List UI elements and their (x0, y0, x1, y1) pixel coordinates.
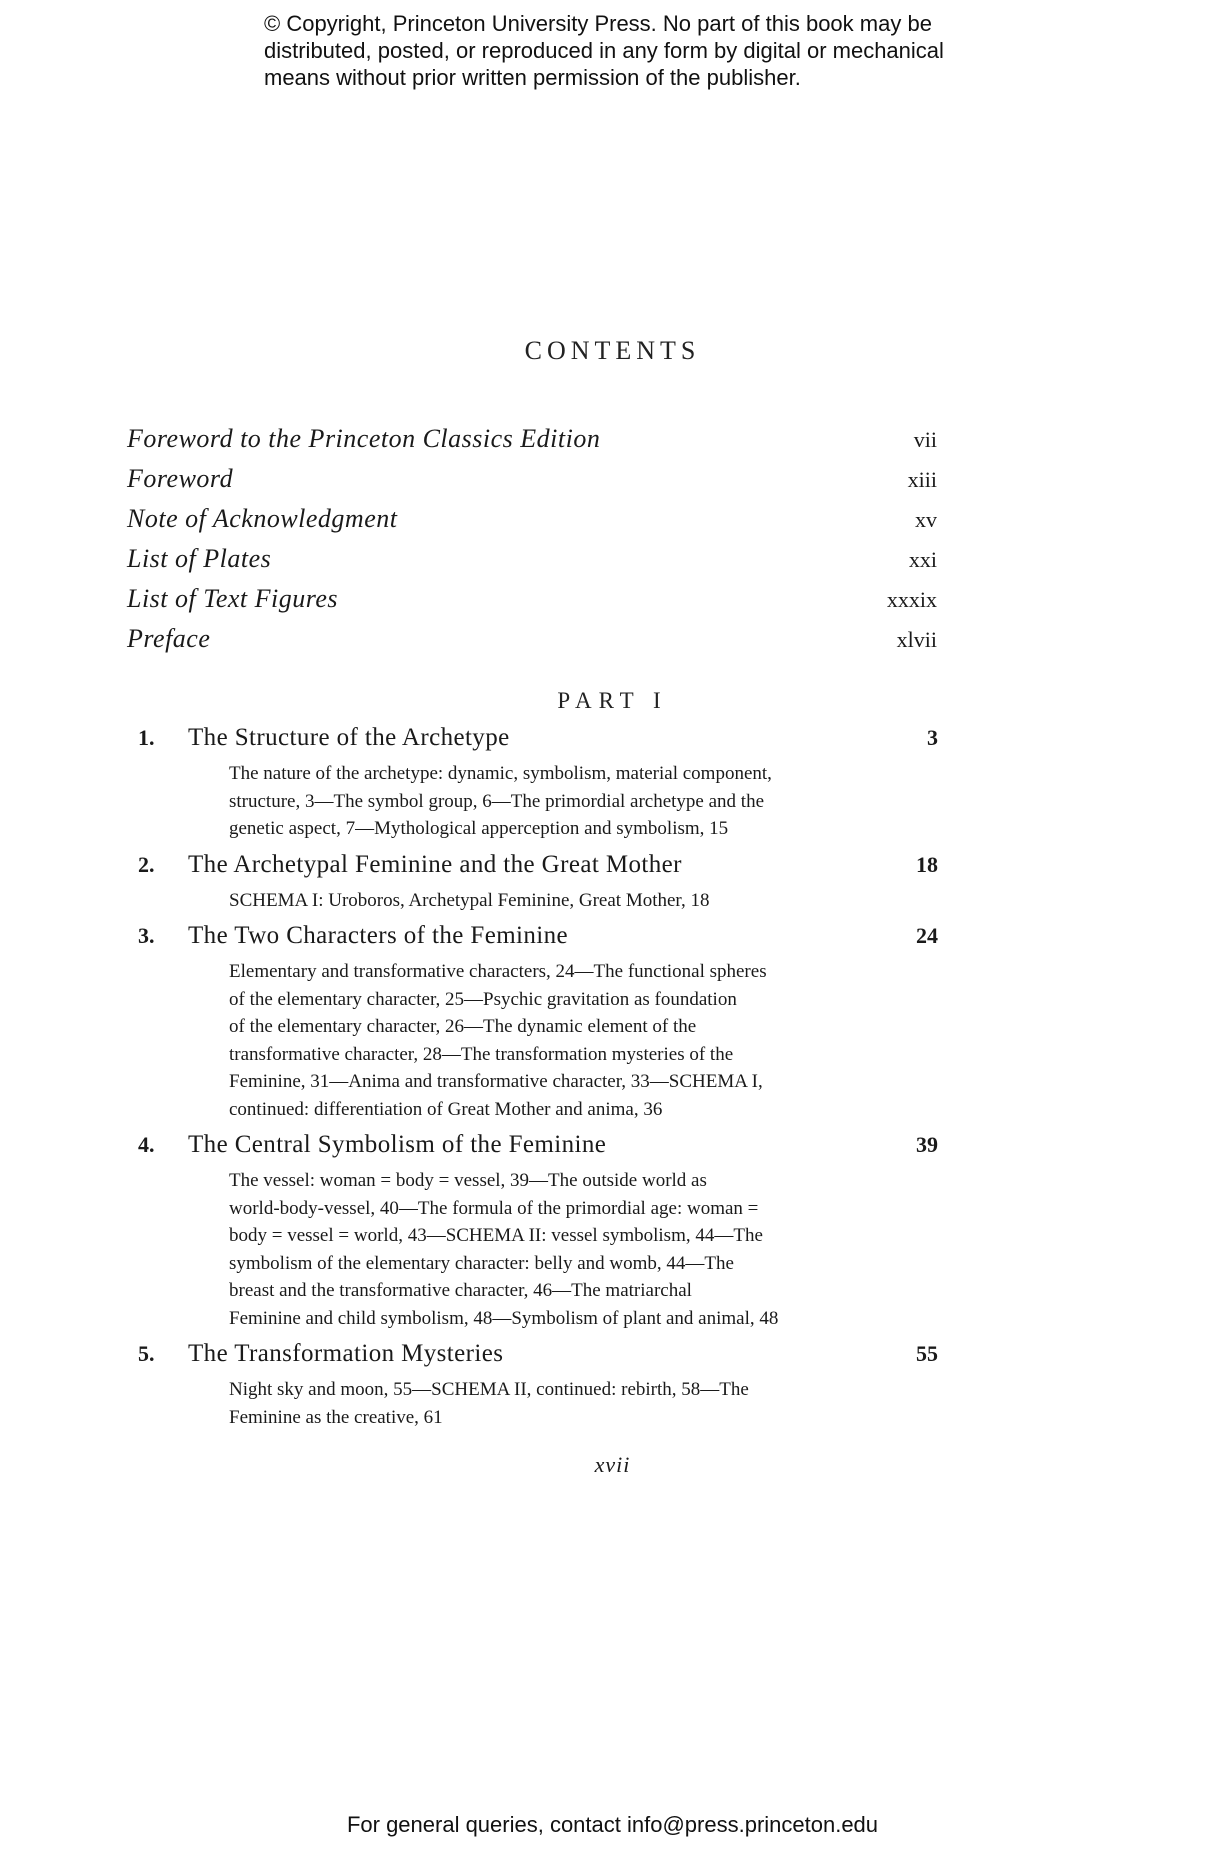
front-matter-title: Foreword (127, 464, 234, 493)
chapter-number: 3. (138, 923, 155, 948)
chapter-description (138, 887, 938, 915)
front-matter-row (127, 464, 937, 504)
chapter-description-line: structure, 3—The symbol group, 6—The primordial archetype and the (229, 790, 765, 812)
front-matter-list (127, 424, 937, 664)
front-matter-title: List of Plates (127, 544, 272, 573)
chapter-entry (138, 922, 938, 1123)
chapter-description-line: transformative character, 28—The transformation mysteries of the (229, 1043, 734, 1065)
copyright-notice (264, 10, 1024, 91)
chapter-page: 55 (916, 1341, 938, 1366)
chapter-description-line: breast and the transformative character, 46—The matriarchal (229, 1280, 692, 1301)
page-number: xvii (594, 1452, 631, 1477)
contents-title: CONTENTS (524, 336, 701, 365)
chapter-description-line: of the elementary character, 26—The dynamic element of the (229, 1016, 697, 1037)
front-matter-title: List of Text Figures (127, 584, 339, 613)
front-matter-page: vii (913, 427, 937, 452)
chapter-heading (138, 724, 938, 760)
front-matter-page: xiii (907, 467, 937, 492)
front-matter-page: xxi (908, 547, 937, 572)
chapter-description-line: Feminine as the creative, 61 (229, 1406, 443, 1428)
chapter-description-line: Night sky and moon, 55—SCHEMA II, continued: rebirth, 58—The (229, 1379, 749, 1400)
chapter-title: The Two Characters of the Feminine (188, 922, 569, 949)
chapter-number: 1. (138, 725, 155, 750)
copyright-line: © Copyright, Princeton University Press. No part of this book may be (264, 11, 932, 36)
chapter-page: 39 (916, 1132, 938, 1157)
chapter-description (138, 1167, 938, 1332)
copyright-line: means without prior written permission of the publisher. (264, 65, 801, 90)
chapter-description-line: genetic aspect, 7—Mythological apperception and symbolism, 15 (229, 818, 729, 839)
chapter-description-line: of the elementary character, 25—Psychic gravitation as foundation (229, 988, 737, 1010)
front-matter-page: xlvii (896, 627, 937, 652)
chapter-description-line: body = vessel = world, 43—SCHEMA II: vessel symbolism, 44—The (229, 1225, 763, 1246)
chapter-description-line: Feminine and child symbolism, 48—Symbolism of plant and animal, 48 (229, 1307, 779, 1329)
chapter-entry (138, 851, 938, 915)
chapter-description-line: SCHEMA I: Uroboros, Archetypal Feminine, Great Mother, 18 (229, 889, 710, 911)
front-matter-page: xv (915, 507, 937, 532)
chapter-heading (138, 851, 938, 887)
chapter-title: The Transformation Mysteries (188, 1340, 504, 1367)
chapter-entry (138, 724, 938, 843)
chapter-entry (138, 1340, 938, 1431)
chapter-description-line: continued: differentiation of Great Mother and anima, 36 (229, 1098, 663, 1120)
chapter-description (138, 1376, 938, 1431)
front-matter-row (127, 424, 937, 464)
chapter-page: 24 (916, 923, 938, 948)
part-heading: PART I (557, 688, 668, 713)
chapter-title: The Archetypal Feminine and the Great Mother (188, 850, 682, 878)
chapter-list (138, 724, 938, 1439)
chapter-description (138, 958, 938, 1123)
chapter-description-line: The nature of the archetype: dynamic, symbolism, material component, (229, 763, 772, 784)
chapter-page: 18 (916, 851, 938, 877)
chapter-number: 5. (138, 1341, 155, 1366)
chapter-number: 2. (138, 851, 155, 877)
front-matter-row (127, 504, 937, 544)
chapter-description-line: symbolism of the elementary character: belly and womb, 44—The (229, 1252, 734, 1274)
chapter-description (138, 760, 938, 843)
chapter-heading (138, 922, 938, 958)
chapter-entry (138, 1131, 938, 1332)
chapter-description-line: The vessel: woman = body = vessel, 39—The outside world as (229, 1170, 707, 1191)
chapter-description-line: Elementary and transformative characters, 24—The functional spheres (229, 961, 767, 982)
chapter-heading (138, 1340, 938, 1376)
front-matter-title: Note of Acknowledgment (127, 504, 398, 533)
chapter-title: The Central Symbolism of the Feminine (188, 1131, 607, 1158)
front-matter-row (127, 544, 937, 584)
footer-contact: For general queries, contact info@press.princeton.edu (346, 1812, 879, 1837)
front-matter-row (127, 624, 937, 664)
front-matter-row (127, 584, 937, 624)
chapter-page: 3 (927, 725, 938, 750)
front-matter-title: Foreword to the Princeton Classics Edition (127, 424, 601, 453)
front-matter-title: Preface (127, 624, 211, 653)
copyright-line: distributed, posted, or reproduced in any form by digital or mechanical (264, 38, 944, 63)
front-matter-page: xxxix (886, 587, 937, 612)
chapter-description-line: Feminine, 31—Anima and transformative character, 33—SCHEMA I, (229, 1071, 763, 1092)
chapter-heading (138, 1131, 938, 1167)
chapter-number: 4. (138, 1132, 155, 1157)
chapter-title: The Structure of the Archetype (188, 724, 510, 751)
chapter-description-line: world-body-vessel, 40—The formula of the primordial age: woman = (229, 1197, 759, 1219)
